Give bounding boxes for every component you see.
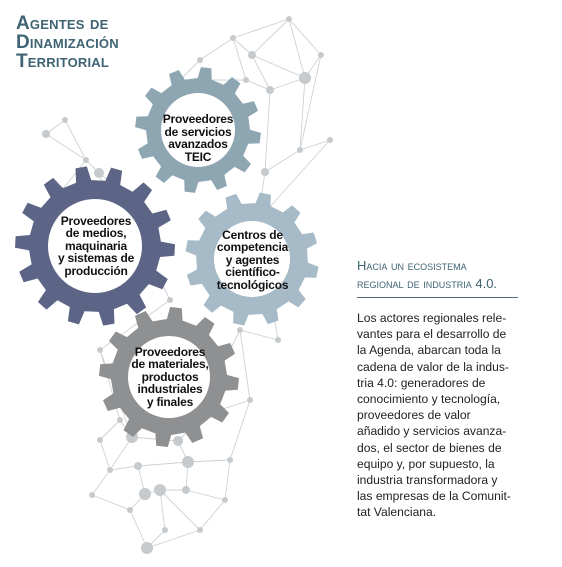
- network-link: [65, 120, 86, 160]
- network-link: [160, 490, 165, 530]
- network-node: [299, 72, 311, 84]
- network-node: [167, 297, 173, 303]
- network-link: [200, 38, 233, 60]
- network-link: [92, 495, 130, 510]
- network-link: [240, 330, 250, 400]
- gear-label-materiales: Proveedores de materiales, productos industriales y finales: [131, 344, 209, 409]
- network-node: [247, 397, 253, 403]
- network-node: [297, 147, 303, 153]
- network-node: [197, 57, 203, 63]
- title-line: Territorial: [16, 51, 110, 72]
- network-node: [42, 130, 50, 138]
- heading-divider: [357, 297, 518, 298]
- network-link: [252, 19, 289, 55]
- network-node: [97, 437, 103, 443]
- network-link: [100, 420, 120, 440]
- gear-label-servicios: Proveedores de servicios avanzados TEIC: [162, 112, 234, 164]
- title-line: Dinamización: [16, 32, 119, 53]
- network-link: [147, 530, 200, 548]
- network-node: [197, 527, 203, 533]
- network-link: [130, 510, 147, 548]
- network-link: [265, 90, 270, 172]
- network-node: [261, 168, 269, 176]
- side-paragraph: Los actores regionales rele- vantes para el desarrollo de la Agenda, abarcan toda la cadena de valor de la indus- tria 4.0: generadores de conocimiento y tecnología, proveedores de valor añadido y servicios avanza- dos, el sector de bienes de equipo y, por supuesto, la industria transformadora y las empresas de la Comunit- tat Valenciana.: [357, 311, 511, 520]
- network-node: [97, 347, 103, 353]
- side-heading: Hacia un ecosistema regional de industria 4.0.: [357, 258, 498, 291]
- network-node: [230, 35, 236, 41]
- network-node: [107, 467, 113, 473]
- network-node: [127, 507, 133, 513]
- network-node: [182, 456, 194, 468]
- network-link: [92, 470, 110, 495]
- network-link: [110, 466, 138, 470]
- network-link: [252, 55, 305, 78]
- network-node: [173, 436, 183, 446]
- network-link: [188, 460, 230, 462]
- network-node: [182, 486, 190, 494]
- title-line: Agentes de: [16, 13, 109, 34]
- network-link: [225, 460, 230, 500]
- network-node: [318, 52, 324, 58]
- network-link: [46, 134, 86, 160]
- network-node: [243, 77, 249, 83]
- network-node: [275, 337, 281, 343]
- network-node: [83, 157, 89, 163]
- network-node: [248, 51, 256, 59]
- network-link: [230, 400, 250, 460]
- gear-label-centros: Centros de competencia y agentes científico- tecnológicos: [216, 227, 289, 292]
- network-node: [139, 488, 151, 500]
- network-node: [286, 16, 292, 22]
- network-node: [134, 462, 142, 470]
- network-node: [94, 168, 104, 178]
- network-link: [100, 440, 110, 470]
- network-link: [240, 330, 278, 340]
- network-node: [154, 484, 166, 496]
- network-node: [222, 497, 228, 503]
- network-node: [89, 492, 95, 498]
- network-link: [252, 55, 270, 90]
- network-node: [141, 542, 153, 554]
- network-node: [327, 137, 333, 143]
- network-link: [200, 500, 225, 530]
- network-link: [132, 437, 178, 441]
- network-node: [266, 86, 274, 94]
- network-node: [162, 527, 168, 533]
- network-node: [227, 457, 233, 463]
- network-link: [233, 19, 289, 38]
- network-link: [186, 490, 225, 500]
- gear-label-medios: Proveedores de medios, maquinaria y sistemas de producción: [57, 213, 135, 278]
- network-node: [62, 117, 68, 123]
- network-link: [160, 490, 200, 530]
- network-node: [237, 327, 243, 333]
- network-link: [138, 462, 188, 466]
- network-link: [265, 150, 300, 172]
